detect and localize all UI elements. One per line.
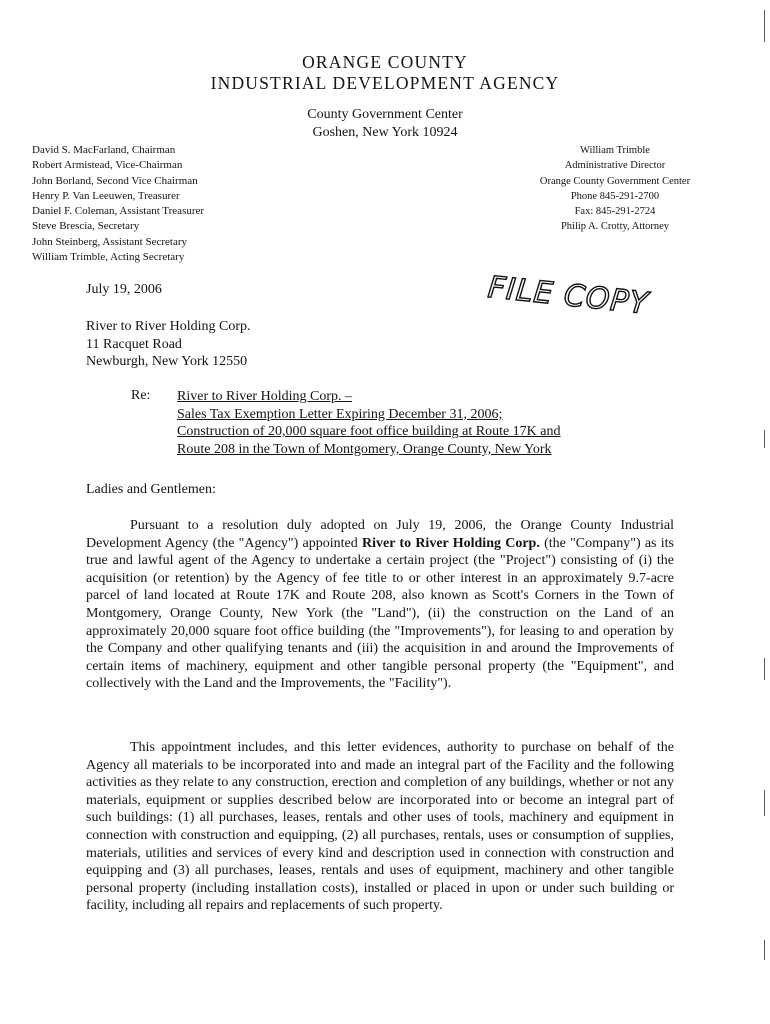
- recipient-line: 11 Racquet Road: [86, 336, 182, 352]
- agency-name-line2: INDUSTRIAL DEVELOPMENT AGENCY: [210, 73, 560, 93]
- officer-item: John Steinberg, Assistant Secretary: [32, 235, 187, 248]
- director-line: Administrative Director: [564, 160, 666, 172]
- director-line: Phone 845-291-2700: [570, 190, 660, 202]
- officer-item: John Borland, Second Vice Chairman: [32, 174, 198, 187]
- scan-edge-mark: [764, 430, 765, 448]
- officer-item: David S. MacFarland, Chairman: [32, 144, 176, 156]
- re-line: River to River Holding Corp. –: [177, 389, 352, 404]
- director-line: Philip A. Crotty, Attorney: [560, 221, 670, 233]
- officer-item: Steve Brescia, Secretary: [32, 220, 140, 233]
- re-line: Construction of 20,000 square foot office building at Route 17K and: [177, 424, 561, 440]
- scan-edge-mark: [764, 658, 765, 680]
- company-name: River to River Holding Corp.: [362, 535, 540, 551]
- address-line2: Goshen, New York 10924: [312, 125, 458, 140]
- agency-name-line1: ORANGE COUNTY: [302, 52, 468, 72]
- letter-date: July 19, 2006: [86, 282, 162, 297]
- officer-item: Daniel F. Coleman, Assistant Treasurer: [32, 205, 205, 218]
- director-line: William Trimble: [580, 145, 650, 156]
- file-copy-stamp: FILE COPY: [486, 270, 651, 322]
- officer-item: Henry P. Van Leeuwen, Treasurer: [32, 189, 180, 202]
- paragraph-appointment: [86, 517, 674, 693]
- scan-edge-mark: [764, 790, 765, 816]
- recipient-line: Newburgh, New York 12550: [86, 354, 248, 370]
- officers-list: [32, 143, 204, 265]
- re-label: Re:: [131, 388, 151, 403]
- scan-edge-mark: [764, 940, 765, 960]
- re-subject: [177, 388, 607, 458]
- paragraph-text: (the "Company") as its true and lawful agent of the Agency to undertake a certain project (the "Project") consisting of (i) the acquisition (or retention) by the Agency of fee title to or other interest in an approximately 9.7-acre parcel of land located at Route 17K and Route 208, also known as Scott's Corners in the Town of Montgomery, Orange County, New York (the "Land"), (ii) the construction on the Land of an approximately 20,000 square foot office building (the "Improvements"), for leasing to and operation by the Company and other qualifying tenants and (iii) the acquisition in and around the Improvements of certain items of machinery, equipment and other tangible personal property (the "Equipment", and collectively with the Land and the Improvements, the "Facility").: [86, 535, 674, 692]
- recipient-address: [86, 318, 251, 371]
- scan-edge-mark: [764, 10, 765, 42]
- re-line: Sales Tax Exemption Letter Expiring December 31, 2006;: [177, 406, 503, 422]
- officer-item: Robert Armistead, Vice-Chairman: [32, 159, 183, 172]
- paragraph-text: Pursuant to a resolution duly adopted on July 19, 2006, the Orange County Industrial Development Agency (the "Agency") appointed: [86, 518, 674, 551]
- recipient-line: River to River Holding Corp.: [86, 319, 251, 334]
- paragraph-text: This appointment includes, and this letter evidences, authority to purchase on behalf of the Agency all materials to be incorporated into and made an integral part of the Facility and the following activities as they relate to any construction, erection and completion of any buildings, whether or not any materials, equipment or supplies described below are incorporated into or become an integral part of such buildings: (1) all purchases, leases, rentals and other uses of tools, machinery and equipment in connection with construction and equipping, (2) all purchases, rentals, uses or consumption of supplies, materials, utilities and services of every kind and description used in connection with construction and equipping and (3) all purchases, leases, rentals and uses of equipment, machinery and other tangible personal property (including installation costs), installed or placed in upon or under such building or facility, including all repairs and replacements of such property.: [86, 740, 674, 914]
- paragraph-authority: [86, 739, 674, 915]
- re-line: Route 208 in the Town of Montgomery, Orange County, New York: [177, 441, 552, 457]
- director-block: [520, 143, 710, 235]
- director-line: Orange County Government Center: [539, 175, 691, 187]
- officer-item: William Trimble, Acting Secretary: [32, 251, 185, 264]
- director-line: Fax: 845-291-2724: [574, 206, 656, 218]
- salutation: Ladies and Gentlemen:: [86, 482, 216, 497]
- address-line1: County Government Center: [307, 107, 463, 122]
